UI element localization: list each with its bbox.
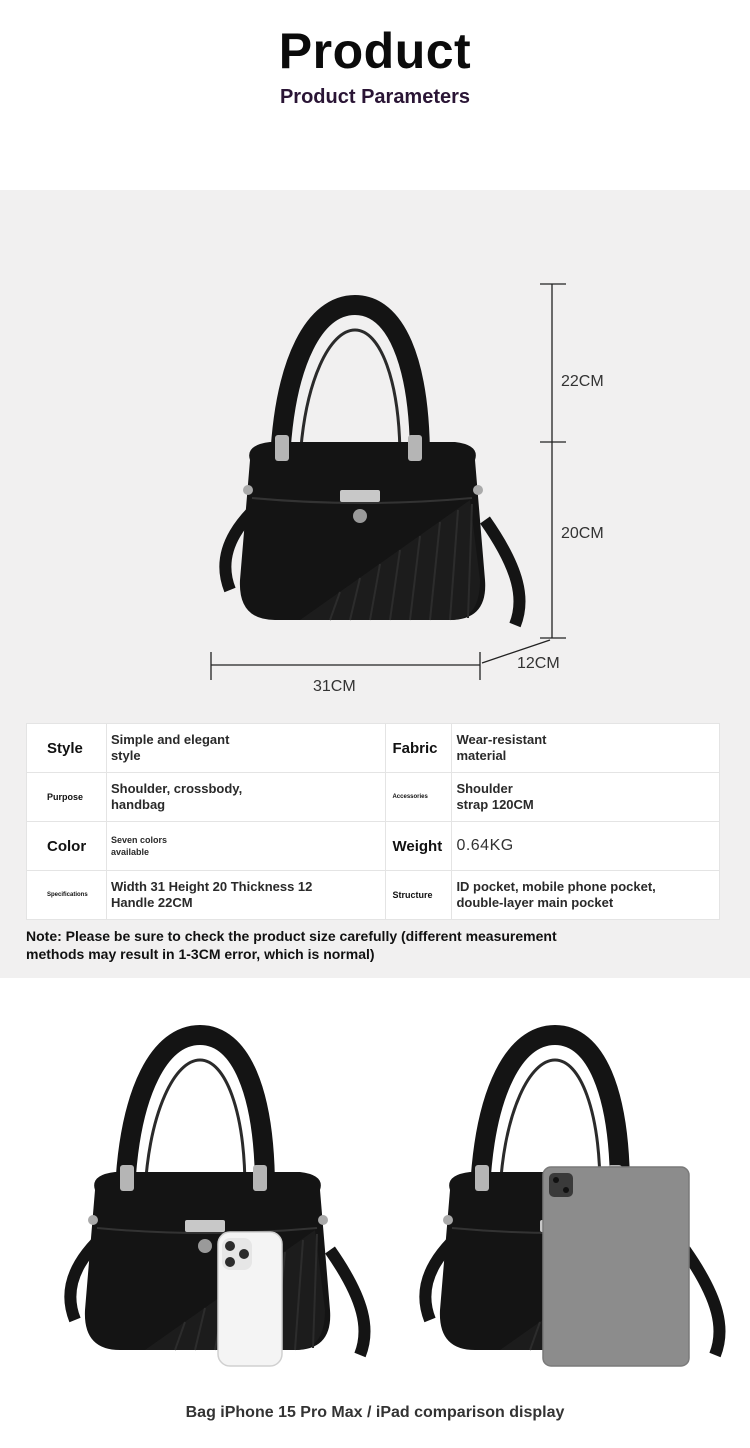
ipad-image	[543, 1167, 689, 1366]
spec-label-weight: Weight	[386, 822, 452, 871]
spec-row	[27, 724, 720, 773]
handbag-image	[0, 190, 750, 710]
spec-value-color: Seven colors available	[106, 822, 386, 871]
comparison-figure	[0, 978, 750, 1388]
bag-depth-label: 12CM	[517, 655, 560, 672]
spec-value-accessories: Shoulder strap 120CM	[452, 773, 720, 822]
page-header	[0, 0, 750, 190]
page-subtitle: Product Parameters	[279, 86, 471, 108]
spec-value-specifications: Width 31 Height 20 Thickness 12 Handle 22CM	[106, 871, 386, 920]
spec-label-accessories: Accessories	[386, 773, 452, 822]
handle-height-label: 22CM	[561, 373, 604, 390]
spec-row	[27, 871, 720, 920]
spec-label-color: Color	[27, 822, 107, 871]
iphone-image	[218, 1232, 282, 1366]
bag-dimension-figure	[0, 190, 750, 710]
spec-label-structure: Structure	[386, 871, 452, 920]
comparison-caption: Bag iPhone 15 Pro Max / iPad comparison display	[185, 1404, 565, 1421]
spec-value-style: Simple and elegant style	[106, 724, 386, 773]
spec-label-specifications: Specifications	[27, 871, 107, 920]
spec-label-style: Style	[27, 724, 107, 773]
size-note: Note: Please be sure to check the product size carefully (different measurement methods may result in 1-3CM error, which is normal)	[26, 928, 557, 962]
spec-value-purpose: Shoulder, crossbody, handbag	[106, 773, 386, 822]
specification-section	[0, 190, 750, 978]
spec-table	[26, 723, 720, 920]
bag-height-label: 20CM	[561, 525, 604, 542]
bag-width-label: 31CM	[313, 678, 356, 695]
spec-value-weight: 0.64KG	[452, 822, 720, 871]
spec-label-fabric: Fabric	[386, 724, 452, 773]
spec-value-structure: ID pocket, mobile phone pocket, double-layer main pocket	[452, 871, 720, 920]
spec-row	[27, 773, 720, 822]
spec-label-purpose: Purpose	[27, 773, 107, 822]
spec-row	[27, 822, 720, 871]
comparison-section	[0, 978, 750, 1448]
page-title: Product	[278, 23, 472, 79]
spec-value-fabric: Wear-resistant material	[452, 724, 720, 773]
